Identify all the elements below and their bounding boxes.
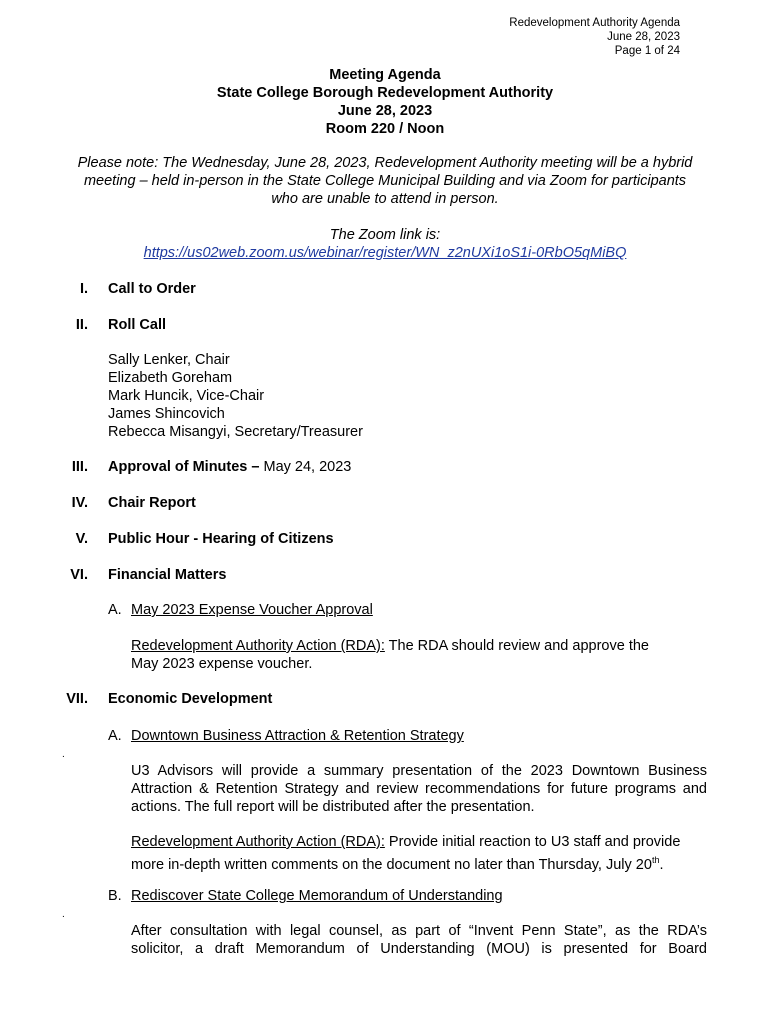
paragraph-line: Attraction & Retention Strategy and review recommendations for future programs and — [131, 781, 707, 797]
zoom-label: The Zoom link is: — [329, 227, 441, 243]
section-title-text: Approval of Minutes – — [108, 459, 260, 475]
rda-action-text: The RDA should review and approve the — [384, 638, 649, 654]
subsection-letter: A. — [108, 728, 122, 744]
business-strategy-action — [131, 833, 707, 874]
subsection-letter: B. — [108, 888, 122, 904]
business-strategy-paragraph — [131, 762, 707, 816]
roll-call-member: Elizabeth Goreham — [108, 370, 233, 386]
section-title-roll-call: Roll Call — [108, 317, 167, 333]
roll-call-member: Sally Lenker, Chair — [108, 352, 230, 368]
minutes-date: May 24, 2023 — [259, 459, 352, 475]
section-number: II. — [75, 317, 88, 333]
section-number: I. — [79, 281, 88, 297]
zoom-info — [50, 226, 720, 262]
organization-name: State College Borough Redevelopment Authority — [216, 85, 554, 101]
agenda-title: Meeting Agenda — [329, 67, 441, 83]
rda-action-text: more in-depth written comments on the document no later than Thursday, July 20 — [131, 856, 652, 873]
stray-dot-marker: . — [62, 909, 65, 920]
header-title: Redevelopment Authority Agenda — [509, 17, 680, 29]
roll-call-member: Rebecca Misangyi, Secretary/Treasurer — [108, 424, 363, 440]
note-line: meeting – held in-person in the State College Municipal Building and via Zoom for participants — [83, 173, 687, 189]
running-header — [509, 16, 680, 58]
subsection-title-expense-voucher: May 2023 Expense Voucher Approval — [131, 602, 373, 618]
zoom-link[interactable]: https://us02web.zoom.us/webinar/register/WN_z2nUXi1oS1i-0RbO5qMiBQ — [143, 245, 627, 261]
section-title-public-hour: Public Hour - Hearing of Citizens — [108, 531, 334, 547]
section-title-chair-report: Chair Report — [108, 495, 196, 511]
note-line: Please note: The Wednesday, June 28, 2023, Redevelopment Authority meeting will be a hybrid — [77, 155, 693, 171]
roll-call-member: Mark Huncik, Vice-Chair — [108, 388, 265, 404]
section-number: V. — [75, 531, 88, 547]
paragraph-line: actions. The full report will be distributed after the presentation. — [131, 799, 535, 815]
rda-action-label: Redevelopment Authority Action (RDA): — [131, 834, 385, 850]
expense-voucher-action — [131, 637, 707, 673]
subsection-title-business-strategy: Downtown Business Attraction & Retention Strategy — [131, 728, 464, 744]
rda-action-text: May 2023 expense voucher. — [131, 656, 313, 672]
paragraph-line: U3 Advisors will provide a summary presentation of the 2023 Downtown Business — [131, 763, 707, 779]
subsection-title-mou: Rediscover State College Memorandum of Understanding — [131, 888, 503, 904]
roll-call-member: James Shincovich — [108, 406, 225, 422]
section-title-approval-of-minutes — [108, 458, 351, 476]
meeting-date: June 28, 2023 — [337, 103, 433, 119]
meeting-location: Room 220 / Noon — [325, 121, 445, 137]
rda-action-end: . — [659, 856, 664, 873]
section-number: VII. — [66, 691, 88, 707]
note-line: who are unable to attend in person. — [271, 191, 499, 207]
roll-call-list — [108, 351, 363, 441]
subsection-letter: A. — [108, 602, 122, 618]
header-page-number: Page 1 of 24 — [614, 45, 680, 57]
section-title-call-to-order: Call to Order — [108, 281, 196, 297]
stray-dot-marker: . — [62, 749, 65, 760]
header-date: June 28, 2023 — [607, 31, 680, 43]
section-number: VI. — [70, 567, 88, 583]
rda-action-text: Provide initial reaction to U3 staff and provide — [384, 834, 681, 850]
agenda-title-block — [0, 66, 770, 138]
rda-action-label: Redevelopment Authority Action (RDA): — [131, 638, 385, 654]
mou-paragraph — [131, 922, 707, 958]
section-title-economic-development: Economic Development — [108, 691, 273, 707]
ordinal-suffix: th — [651, 855, 660, 865]
section-number: IV. — [71, 495, 88, 511]
section-number: III. — [71, 459, 88, 475]
section-title-financial-matters: Financial Matters — [108, 567, 227, 583]
hybrid-meeting-note — [50, 154, 720, 208]
paragraph-line: After consultation with legal counsel, as part of “Invent Penn State”, as the RDA’s — [131, 923, 707, 939]
paragraph-line: solicitor, a draft Memorandum of Understanding (MOU) is presented for Board — [131, 941, 707, 957]
